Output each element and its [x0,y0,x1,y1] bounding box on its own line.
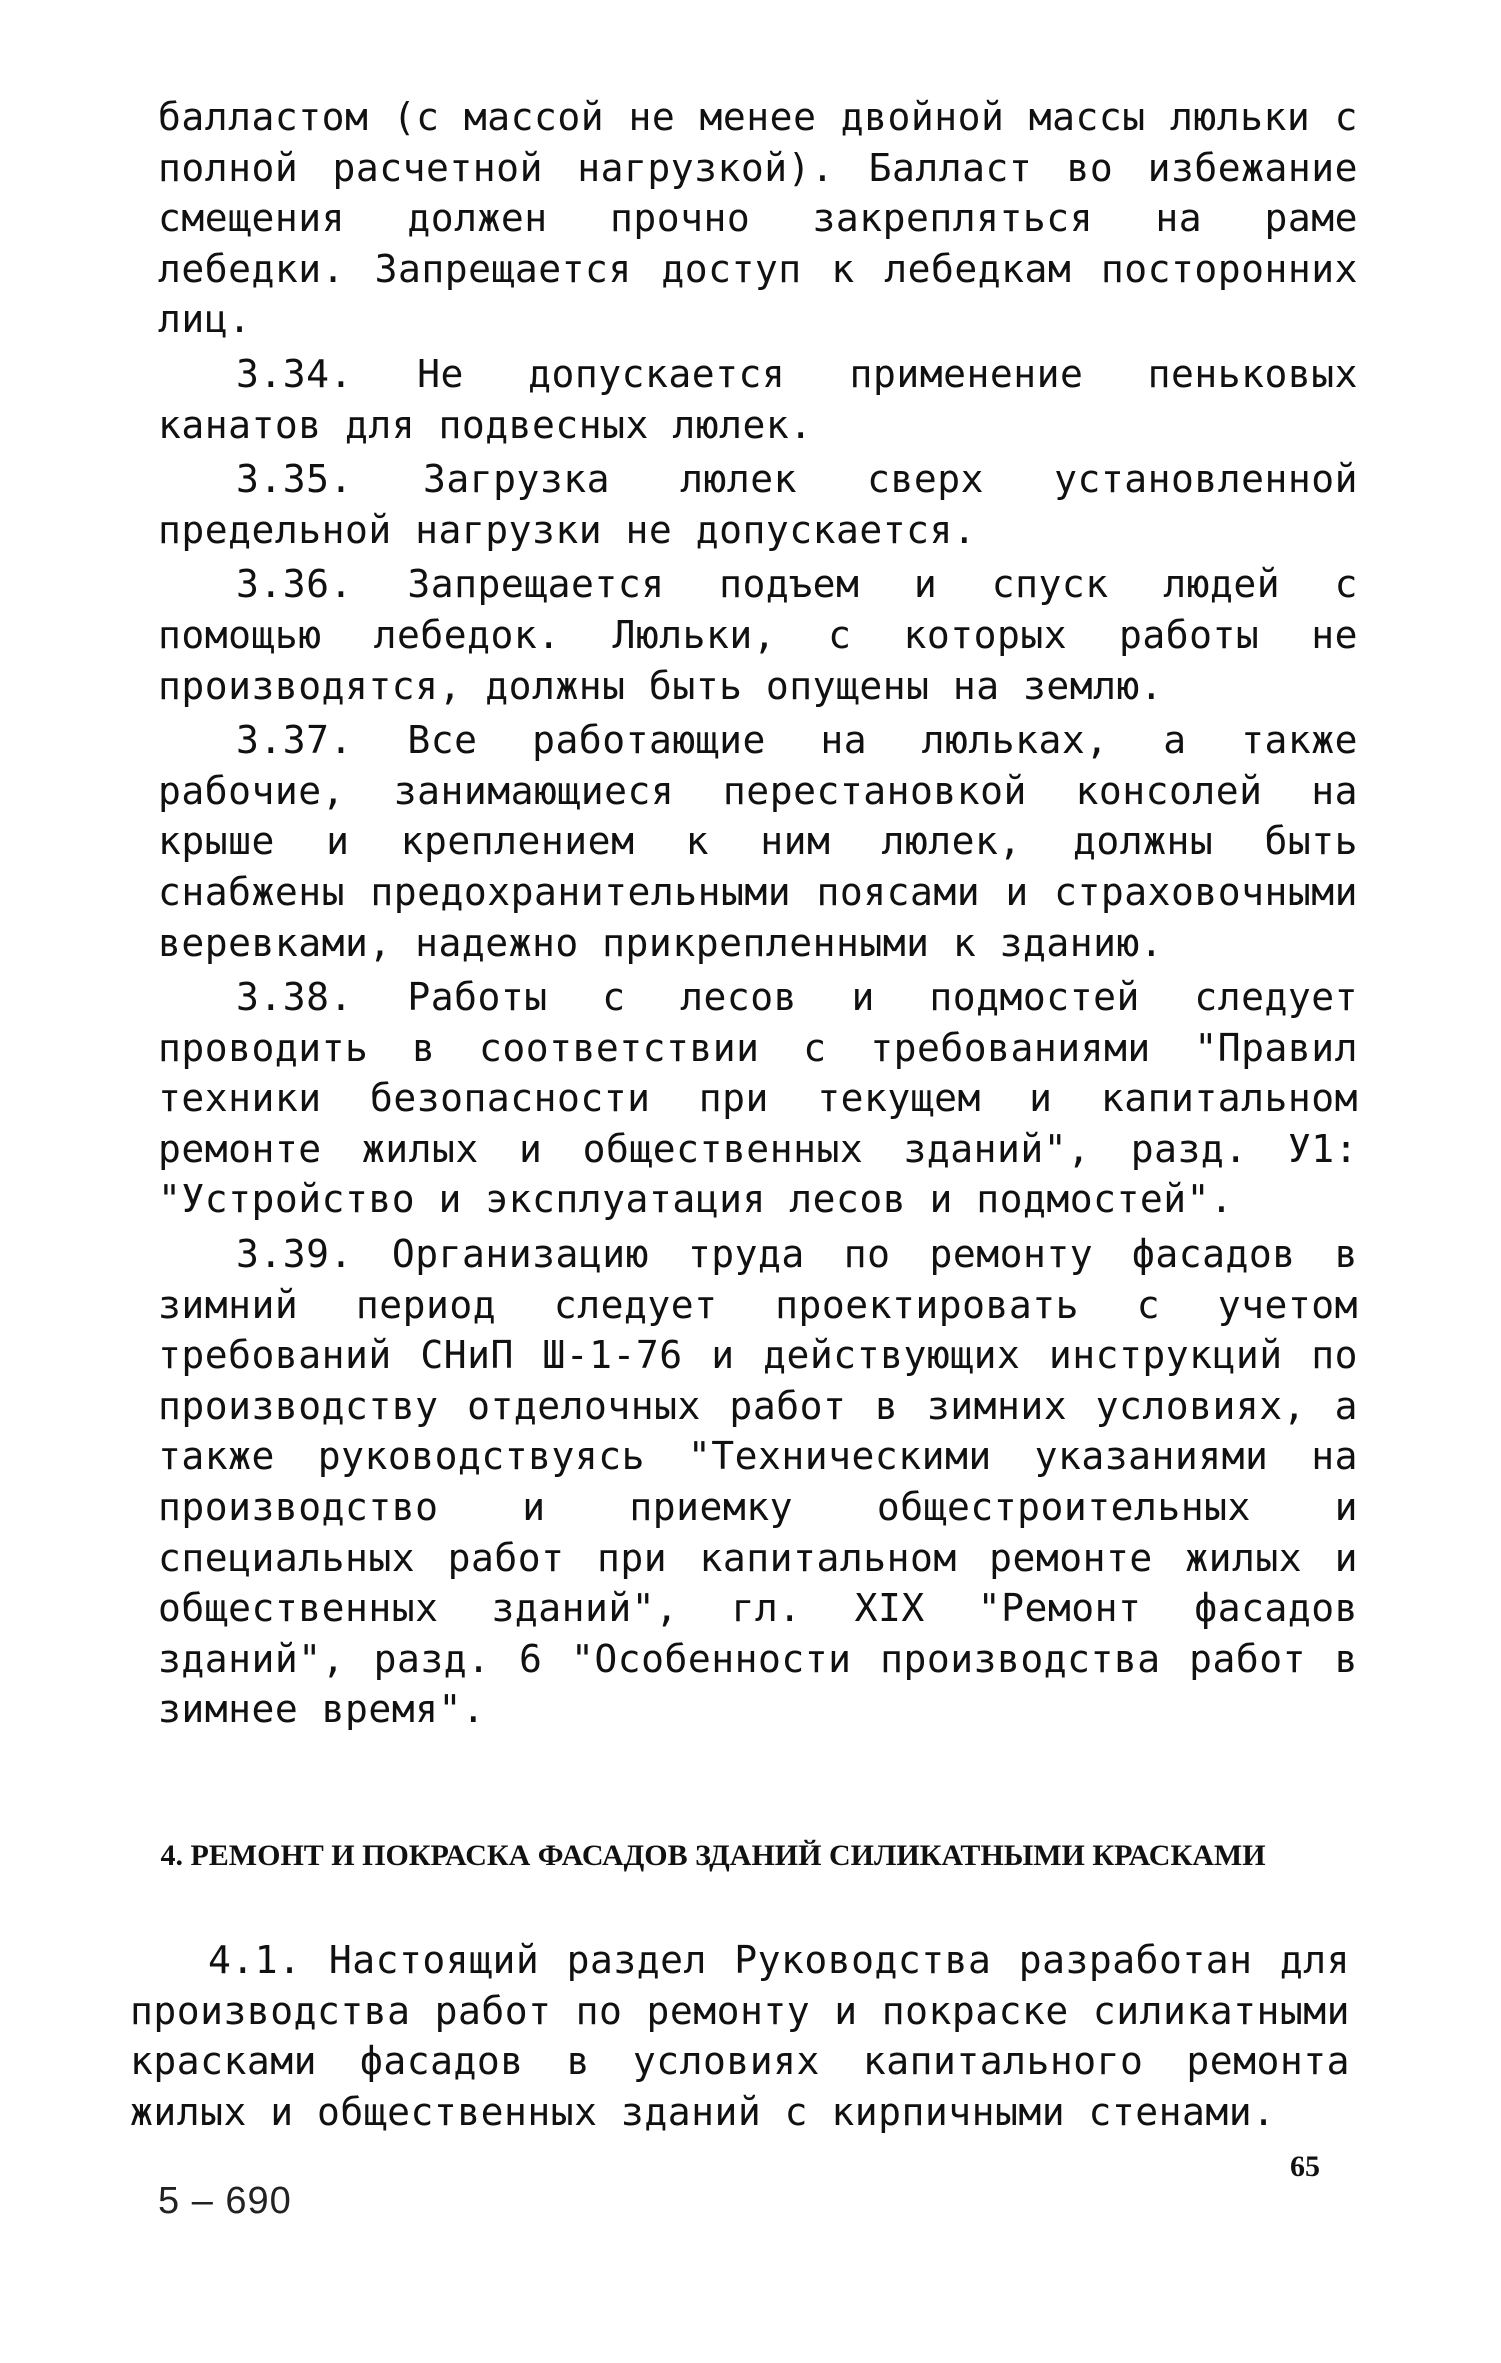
section-heading: 4. РЕМОНТ И ПОКРАСКА ФАСАДОВ ЗДАНИЙ СИЛИКАТНЫМИ КРАСКАМИ [160,1839,1266,1872]
paragraph-3-39: 3.39. Организацию труда по ремонту фасадов в зимний период следует проектировать с учетом требований СНиП Ш-1-76 и действующих инструкций по производству отделочных работ в зимних условиях, а также руководствуясь "Техническими указаниями на производство и приемку общестроительных и специальных работ при капитальном ремонте жилых и общественных зданий", гл. XIX "Ремонт фасадов зданий", разд. 6 "Особенности производства работ в зимнее время". [158,1232,1358,1732]
paragraph-3-34: 3.34. Не допускается применение пеньковых канатов для подвесных люлек. [158,351,1358,447]
paragraph-3-36: 3.36. Запрещается подъем и спуск людей с помощью лебедок. Люльки, с которых работы не производятся, должны быть опущены на землю. [158,562,1358,708]
paragraph-3-35: 3.35. Загрузка люлек сверх установленной предельной нагрузки не допускается. [158,457,1358,552]
paragraph-3-38: 3.38. Работы с лесов и подмостей следует проводить в соответствии с требованиями "Правил техники безопасности при текущем и капитальном ремонте жилых и общественных зданий", разд. У1: "Устройство и эксплуатация лесов и подмостей". [158,975,1358,1222]
paragraph-ballast: балластом (с массой не менее двойной массы люльки с полной расчетной нагрузкой). Балласт во избежание смещения должен прочно закрепляться на раме лебедки. Запрещается доступ к лебедкам посторонних лиц. [158,95,1358,342]
body-text-top [158,92,1358,1739]
paragraph-4-1: 4.1. Настоящий раздел Руководства разработан для производства работ по ремонту и покраске силикатными красками фасадов в условиях капитального ремонта жилых и общественных зданий с кирпичными стенами. [130,1938,1350,2134]
page-number: 65 [1290,2150,1320,2183]
paragraph-3-37: 3.37. Все работающие на люльках, а также рабочие, занимающиеся перестановкой консолей на крыше и креплением к ним люлек, должны быть снабжены предохранительными поясами и страховочными веревками, надежно прикрепленными к зданию. [158,718,1358,965]
body-text-bottom [130,1935,1350,2141]
print-signature-mark: 5 – 690 [158,2180,292,2222]
